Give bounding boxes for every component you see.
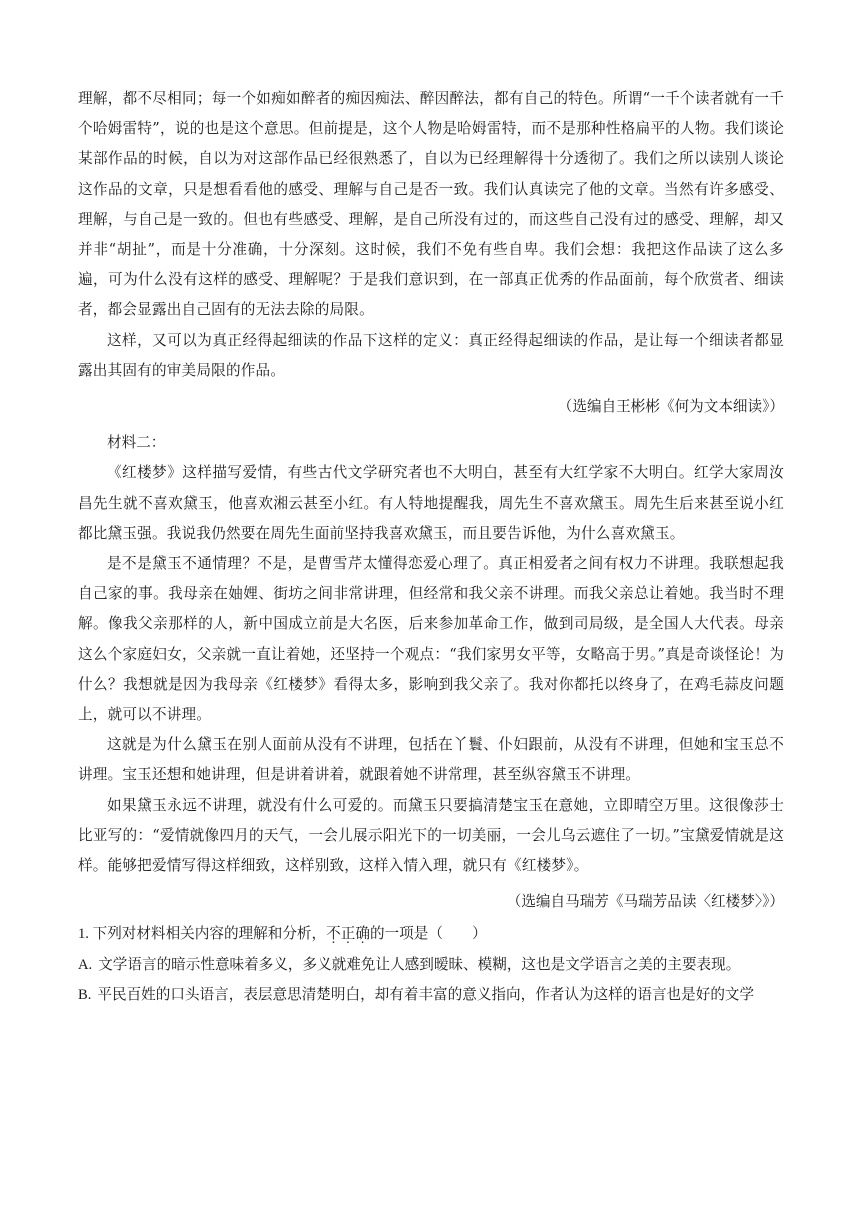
question-stem-text: 的一项是（ ）: [369, 926, 487, 943]
emphasis-char: 确: [355, 926, 370, 943]
passage1-definition-paragraph: 这样，又可以为真正经得起细读的作品下这样的定义：真正经得起细读的作品，是让每一个细读者都显露出其固有的审美局限的作品。: [78, 331, 784, 379]
question-1-option-a: [78, 950, 784, 980]
emphasis-char: 不: [326, 926, 341, 943]
emphasis-char: 正: [340, 926, 356, 943]
passage2-paragraph: 是不是黛玉不通情理？不是，是曹雪芹太懂得恋爱心理了。真正相爱者之间有权力不讲理。我联想起我自己家的事。我母亲在妯娌、街坊之间非常讲理，但经常和我父亲不讲理。而我父亲总让着她。我当时不理解。像我父亲那样的人，新中国成立前是大名医，后来参加革命工作，做到司局级，是全国人大代表。母亲这么个家庭妇女，父亲就一直让着她，还坚持一个观点：“我们家男女平等，女略高于男。”真是奇谈怪论！为什么？我想就是因为我母亲《红楼梦》看得太多，影响到我父亲了。我对你都托以终身了，在鸡毛蒜皮问题上，就可以不讲理。: [78, 555, 784, 724]
option-text: 平民百姓的口头语言，表层意思清楚明白，却有着丰富的意义指向，作者认为这样的语言也是好的文学: [97, 986, 755, 1003]
passage1-paragraph: 理解，都不尽相同；每一个如痴如醉者的痴因痴法、醉因醉法，都有自己的特色。所谓“一千个读者就有一千个哈姆雷特”，说的也是这个意思。但前提是，这个人物是哈姆雷特，而不是那种性格扁平的人物。我们谈论某部作品的时候，自以为对这部作品已经很熟悉了，自以为已经理解得十分透彻了。我们之所以读别人谈论这作品的文章，只是想看看他的感受、理解与自己是否一致。我们认真读完了他的文章。当然有许多感受、理解，与自己是一致的。但也有些感受、理解，是自己所没有过的，而这些自己没有过的感受、理解，却又并非“胡扯”，而是十分准确，十分深刻。这时候，我们不免有些自卑。我们会想：我把这作品读了这么多遍，可为什么没有这样的感受、理解呢？于是我们意识到，在一部真正优秀的作品面前，每个欣赏者、细读者，都会显露出自己固有的无法去除的局限。: [78, 90, 784, 319]
question-1-option-b: [78, 980, 784, 1010]
passage1-source: （选编自王彬彬《何为文本细读》）: [557, 398, 784, 416]
passage2-source: （选编自马瑞芳《马瑞芳品读〈红楼梦〉》）: [506, 893, 784, 911]
option-text: 文学语言的暗示性意味着多义，多义就难免让人感到暧昧、模糊，这也是文学语言之美的主要表现。: [98, 956, 741, 973]
option-letter: B.: [78, 986, 92, 1003]
passage2-paragraph: 如果黛玉永远不讲理，就没有什么可爱的。而黛玉只要搞清楚宝玉在意她，立即晴空万里。这很像莎士比亚写的：“爱情就像四月的天气，一会儿展示阳光下的一切美丽，一会儿乌云遮住了一切。”宝黛爱情就是这样。能够把爱情写得这样细致，这样别致，这样入情入理，就只有《红楼梦》。: [78, 796, 784, 875]
passage2-paragraph: 这就是为什么黛玉在别人面前从没有不讲理，包括在丫鬟、仆妇跟前，从没有不讲理，但她和宝玉总不讲理。宝玉还想和她讲理，但是讲着讲着，就跟着她不讲常理，甚至纵容黛玉不讲理。: [78, 736, 784, 784]
question-stem-text: 1. 下列对材料相关内容的理解和分析，: [78, 926, 327, 943]
passage2-paragraph: 《红楼梦》这样描写爱情，有些古代文学研究者也不大明白，甚至有大红学家不大明白。红学大家周汝昌先生就不喜欢黛玉，他喜欢湘云甚至小红。有人特地提醒我，周先生不喜欢黛玉。周先生后来甚至说小红都比黛玉强。我说我仍然要在周先生面前坚持我喜欢黛玉，而且要告诉他，为什么喜欢黛玉。: [78, 464, 784, 542]
document-page: [78, 84, 784, 1010]
option-letter: A.: [78, 956, 93, 973]
passage2-heading: 材料二：: [107, 434, 166, 452]
question-1-stem: [78, 919, 784, 949]
